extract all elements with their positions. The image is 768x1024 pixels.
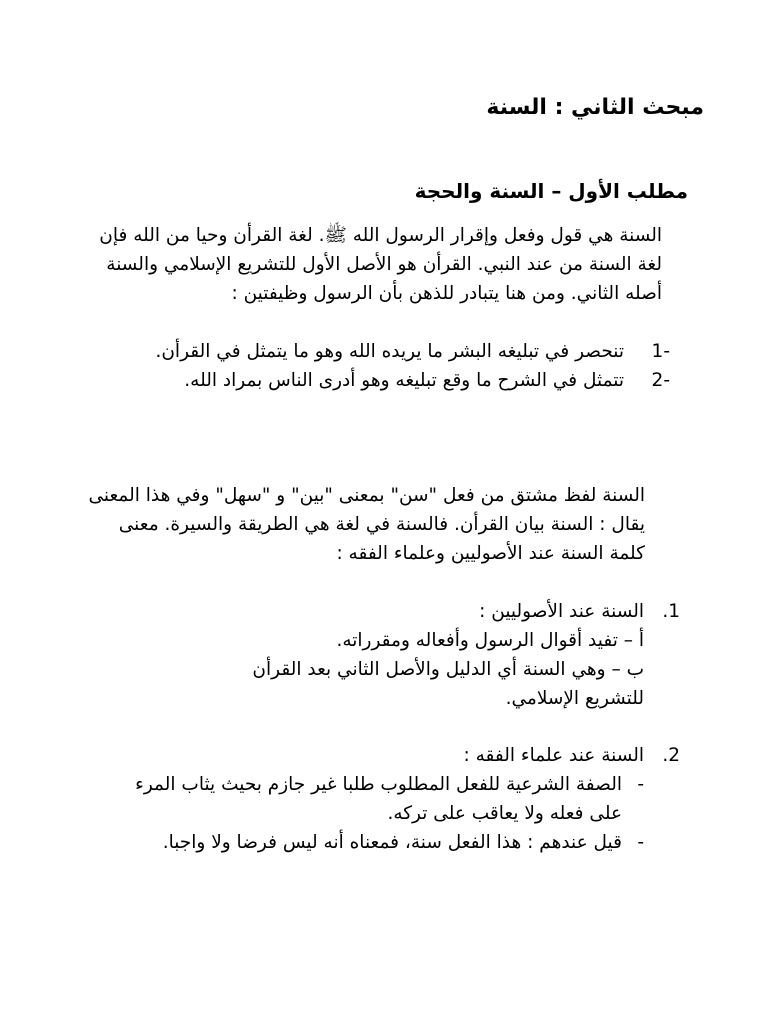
page-title: مبحث الثاني : السنة: [486, 95, 704, 120]
functions-list: [90, 337, 670, 395]
list-item: [80, 828, 644, 857]
list-item-text: قيل عندهم : هذا الفعل سنة، فمعناه أنه ليس فرضا ولا واجبا.: [162, 832, 622, 853]
section-line: أ – تفيد أقوال الرسول وأفعاله ومقرراته.: [336, 630, 644, 651]
list-item-number: -1: [651, 341, 670, 362]
list-item-text: تنحصر في تبليغه البشر ما يريده الله وهو ما يتمثل في القرأن.: [155, 341, 624, 362]
section-header: [80, 741, 680, 770]
section-usuliyyun: [80, 597, 680, 713]
list-item-number: -2: [651, 370, 670, 391]
bullet-dash: -: [637, 832, 644, 853]
bullet-dash: -: [637, 774, 644, 795]
list-item: [90, 337, 670, 366]
section-header: [80, 597, 680, 626]
section-fuqaha: [80, 741, 680, 857]
section-title: السنة عند الأصوليين :: [479, 601, 644, 622]
section-line: ب – وهي السنة أي الدليل والأصل الثاني بعد القرأن للتشريع الإسلامي.: [252, 659, 644, 709]
list-item: [90, 366, 670, 395]
list-item: [80, 770, 644, 828]
section-title: السنة عند علماء الفقه :: [463, 745, 644, 766]
section-heading: مطلب الأول – السنة والحجة: [414, 179, 688, 203]
section-number: 2.: [662, 745, 680, 766]
list-item-text: تتمثل في الشرح ما وقع تبليغه وهو أدرى الناس بمراد الله.: [184, 370, 624, 391]
definition-paragraph: السنة لفظ مشتق من فعل "سن" بمعنى "بين" و "سهل" وفي هذا المعنى يقال : السنة بيان القرأن. فالسنة في لغة هي الطريقة والسيرة. معنى كلمة السنة عند الأصوليين وعلماء الفقه :: [88, 485, 645, 564]
list-item-text: الصفة الشرعية للفعل المطلوب طلبا غير جازم بحيث يثاب المرء على فعله ولا يعاقب على تركه.: [135, 774, 622, 824]
intro-paragraph: السنة هي قول وفعل وإقرار الرسول الله ﷺ. لغة القرأن وحيا من الله فإن لغة السنة من عند النبي. القرأن هو الأصل الأول للتشريع الإسلامي والسنة أصله الثاني. ومن هنا يتبادر للذهن بأن الرسول وظيفتين :: [99, 225, 662, 304]
section-number: 1.: [662, 601, 680, 622]
